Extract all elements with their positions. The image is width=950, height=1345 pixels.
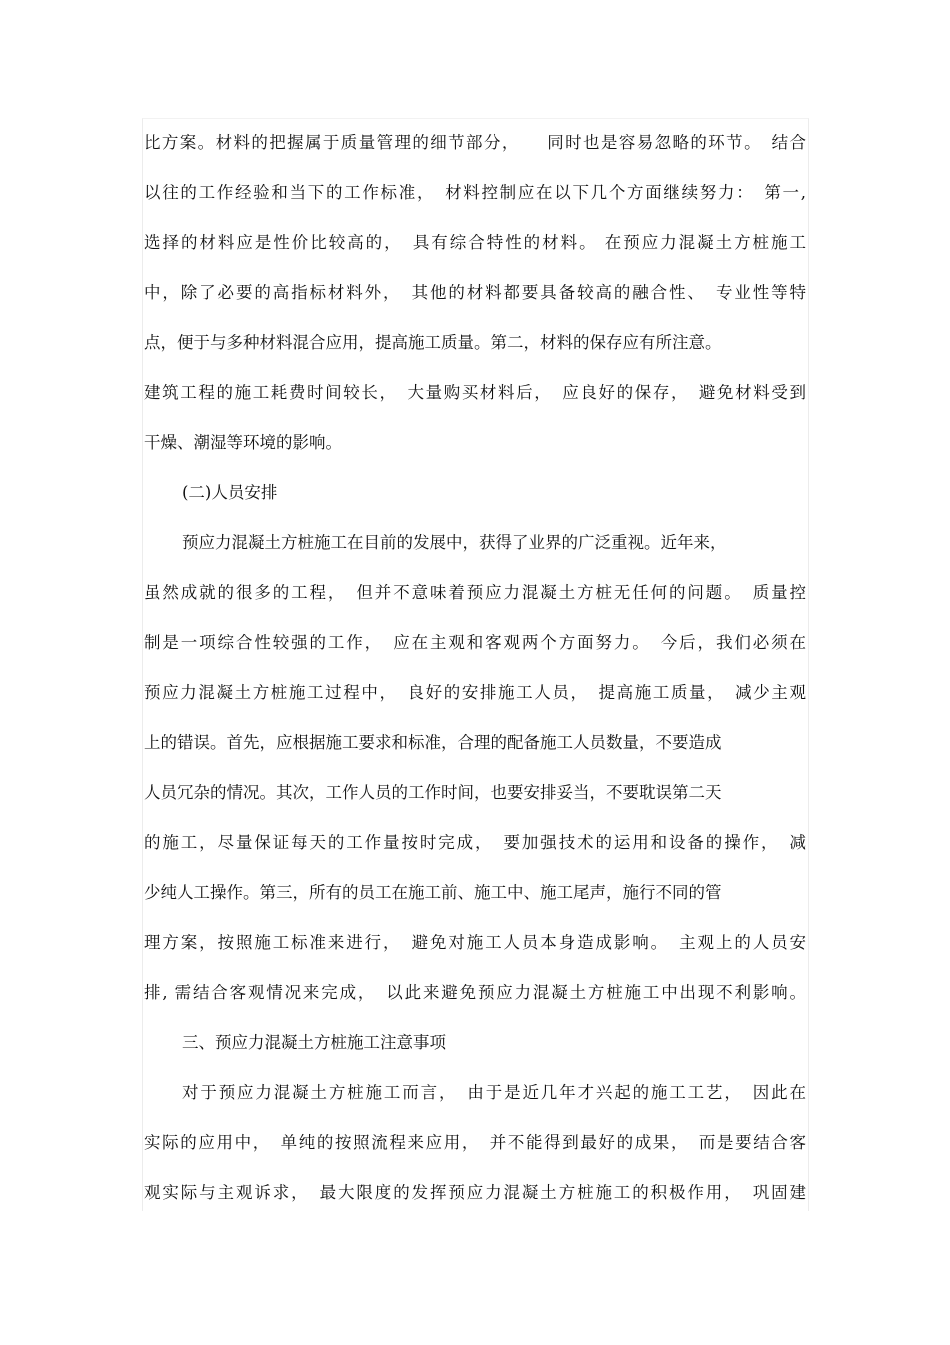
section-heading: (二)人员安排 xyxy=(182,483,278,502)
paragraph-line: 比方案。材料的把握属于质量管理的细节部分， 同时也是容易忽略的环节。 结合 xyxy=(144,133,806,152)
paragraph-line: 选择的材料应是性价比较高的， 具有综合特性的材料。 在预应力混凝土方桩施工 xyxy=(144,233,806,252)
paragraph-line: 点，便于与多种材料混合应用，提高施工质量。第二，材料的保存应有所注意。 xyxy=(144,333,722,352)
paragraph-line: 少纯人工操作。第三，所有的员工在施工前、施工中、施工尾声，施行不同的管 xyxy=(144,883,722,902)
paragraph-line: 人员冗杂的情况。其次，工作人员的工作时间，也要安排妥当，不要耽误第二天 xyxy=(144,783,722,802)
paragraph-line: 排, 需结合客观情况来完成， 以此来避免预应力混凝土方桩施工中出现不利影响。 xyxy=(144,983,806,1002)
paragraph-line: 实际的应用中， 单纯的按照流程来应用， 并不能得到最好的成果， 而是要结合客 xyxy=(144,1133,806,1152)
paragraph-line: 中，除了必要的高指标材料外， 其他的材料都要具备较高的融合性、 专业性等特 xyxy=(144,283,806,302)
paragraph-line: 观实际与主观诉求， 最大限度的发挥预应力混凝土方桩施工的积极作用， 巩固建 xyxy=(144,1183,806,1202)
paragraph-line: 制是一项综合性较强的工作， 应在主观和客观两个方面努力。 今后，我们必须在 xyxy=(144,633,806,652)
paragraph-line: 的施工，尽量保证每天的工作量按时完成， 要加强技术的运用和设备的操作， 减 xyxy=(144,833,806,852)
paragraph-line: 虽然成就的很多的工程， 但并不意味着预应力混凝土方桩无任何的问题。 质量控 xyxy=(144,583,806,602)
paragraph-line: 上的错误。首先，应根据施工要求和标准，合理的配备施工人员数量，不要造成 xyxy=(144,733,722,752)
paragraph-line: 建筑工程的施工耗费时间较长， 大量购买材料后， 应良好的保存， 避免材料受到 xyxy=(144,383,806,402)
paragraph-line: 理方案，按照施工标准来进行， 避免对施工人员本身造成影响。 主观上的人员安 xyxy=(144,933,806,952)
section-heading: 三、预应力混凝土方桩施工注意事项 xyxy=(182,1033,446,1052)
paragraph-line: 对于预应力混凝土方桩施工而言， 由于是近几年才兴起的施工工艺， 因此在 xyxy=(182,1083,806,1102)
paragraph-line: 预应力混凝土方桩施工在目前的发展中，获得了业界的广泛重视。近年来， xyxy=(182,533,727,552)
paragraph-line: 预应力混凝土方桩施工过程中， 良好的安排施工人员， 提高施工质量， 减少主观 xyxy=(144,683,806,702)
paragraph-line: 干燥、潮湿等环境的影响。 xyxy=(144,433,342,452)
paragraph-line: 以往的工作经验和当下的工作标准， 材料控制应在以下几个方面继续努力： 第一, xyxy=(144,183,806,202)
